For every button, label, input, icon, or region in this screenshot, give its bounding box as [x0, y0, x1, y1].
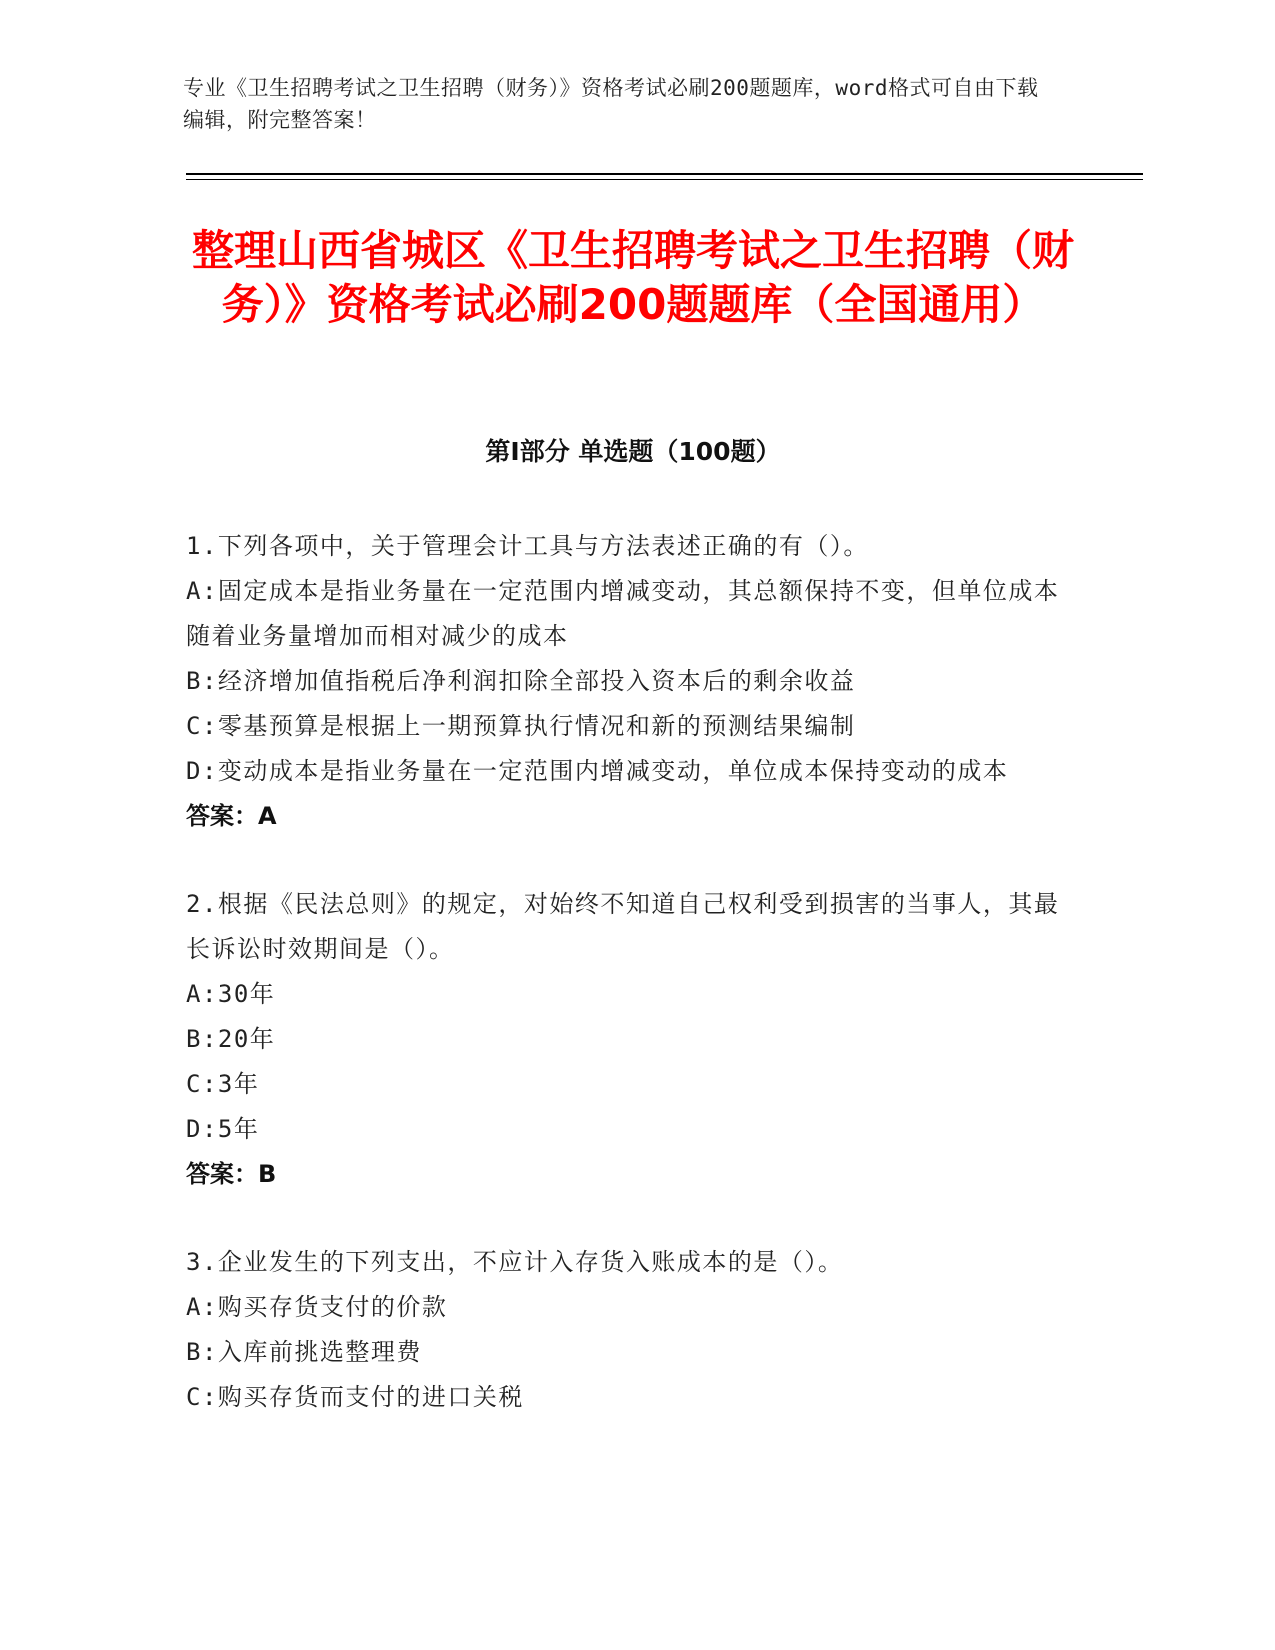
option-a: A:固定成本是指业务量在一定范围内增减变动，其总额保持不变，但单位成本随着业务量增加而相对减少的成本 [186, 577, 1060, 650]
header-note: 专业《卫生招聘考试之卫生招聘（财务）》资格考试必刷200题题库，word格式可自由下载编辑，附完整答案！ [183, 76, 1039, 132]
option-c: C:3年 [186, 1070, 260, 1098]
answer: 答案：A [186, 802, 277, 830]
section-title: 第I部分 单选题（100题） [485, 437, 781, 466]
question-text: 1.下列各项中，关于管理会计工具与方法表述正确的有（）。 [186, 532, 869, 560]
question-list [186, 524, 1066, 1463]
option-a: A:30年 [186, 980, 276, 1008]
option-b: B:入库前挑选整理费 [186, 1338, 422, 1366]
question-3 [186, 1240, 1066, 1420]
option-d: D:变动成本是指业务量在一定范围内增减变动，单位成本保持变动的成本 [186, 757, 1009, 785]
option-a: A:购买存货支付的价款 [186, 1293, 448, 1321]
answer: 答案：B [186, 1160, 277, 1188]
option-d: D:5年 [186, 1115, 260, 1143]
question-2 [186, 882, 1066, 1197]
header-divider-thin [186, 179, 1143, 180]
option-c: C:购买存货而支付的进口关税 [186, 1383, 524, 1411]
question-1 [186, 524, 1066, 839]
header-divider-thick [186, 173, 1143, 175]
option-b: B:20年 [186, 1025, 276, 1053]
question-text: 3.企业发生的下列支出，不应计入存货入账成本的是（）。 [186, 1248, 844, 1276]
document-title: 整理山西省城区《卫生招聘考试之卫生招聘（财务）》资格考试必刷200题题库（全国通用） [191, 226, 1074, 329]
question-text: 2.根据《民法总则》的规定，对始终不知道自己权利受到损害的当事人，其最长诉讼时效期间是（）。 [186, 890, 1060, 963]
option-c: C:零基预算是根据上一期预算执行情况和新的预测结果编制 [186, 712, 856, 740]
option-b: B:经济增加值指税后净利润扣除全部投入资本后的剩余收益 [186, 667, 856, 695]
